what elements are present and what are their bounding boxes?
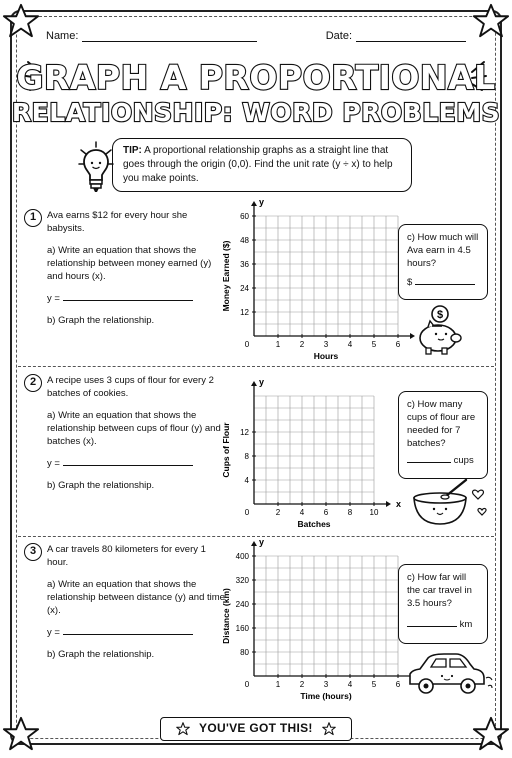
tip-box — [112, 138, 412, 192]
answer-blank[interactable] — [407, 454, 451, 463]
part-b: b) Graph the relationship. — [47, 649, 155, 660]
x-tick-label: 4 — [347, 680, 353, 689]
x-tick-label: 10 — [369, 508, 379, 517]
date-label: Date: — [325, 30, 352, 42]
answer-line[interactable] — [407, 618, 481, 631]
answer-blank[interactable] — [415, 276, 475, 285]
mixing-bowl-icon — [410, 478, 492, 528]
equation-label: y = — [47, 458, 60, 469]
name-date-row — [46, 30, 466, 42]
tip-label: TIP: — [123, 145, 142, 156]
part-a: a) Write an equation that shows the relationship between distance (y) and time (x). — [47, 579, 225, 616]
x-tick-label: 4 — [299, 508, 305, 517]
part-b: b) Graph the relationship. — [47, 480, 155, 491]
worksheet-title: GRAPH A PROPORTIONAL — [16, 58, 496, 97]
x-tick-label: 4 — [347, 340, 353, 349]
y-axis-arrow — [251, 541, 257, 546]
x-tick-label: 6 — [395, 340, 401, 349]
y-tick-label: 4 — [244, 476, 249, 485]
question-text: c) How many cups of flour are needed for 7 batches? — [407, 399, 476, 449]
x-tick-label: 3 — [323, 680, 329, 689]
lightbulb-icon — [78, 142, 114, 196]
y-tick-label: 80 — [240, 648, 249, 657]
section-divider — [18, 366, 494, 367]
coordinate-grid[interactable] — [220, 537, 405, 701]
x-axis-label: Time (hours) — [300, 691, 352, 701]
encouragement-text: YOU'VE GOT THIS! — [199, 721, 313, 735]
x-tick-label: 3 — [323, 340, 329, 349]
answer-prefix: $ — [407, 277, 413, 288]
problem-text — [47, 543, 227, 670]
name-line[interactable] — [82, 30, 257, 42]
y-tick-label: 24 — [240, 284, 249, 293]
y-axis-letter: y — [259, 197, 265, 207]
y-tick-label: 240 — [235, 600, 249, 609]
x-tick-label: 1 — [275, 340, 281, 349]
problem-number: 3 — [24, 543, 42, 561]
x-tick-label: 2 — [299, 680, 305, 689]
origin-label: 0 — [244, 680, 250, 689]
star-icon — [2, 2, 40, 40]
equation-line[interactable] — [47, 457, 227, 470]
x-axis-label: Batches — [297, 519, 331, 529]
x-tick-label: 8 — [347, 508, 353, 517]
problem-number: 1 — [24, 209, 42, 227]
x-tick-label: 6 — [395, 680, 401, 689]
problem-text — [47, 374, 227, 501]
origin-label: 0 — [244, 508, 250, 517]
y-tick-label: 60 — [240, 212, 249, 221]
date-line[interactable] — [356, 30, 466, 42]
name-label: Name: — [46, 30, 79, 42]
coordinate-grid[interactable] — [220, 372, 405, 530]
y-axis-letter: y — [259, 537, 265, 547]
date-field[interactable] — [326, 30, 466, 42]
equation-answer-line[interactable] — [63, 292, 193, 301]
y-tick-label: 320 — [235, 576, 249, 585]
question-box — [398, 391, 488, 479]
star-icon — [472, 715, 510, 753]
star-icon — [472, 2, 510, 40]
y-axis-label: Money Earned ($) — [221, 240, 231, 312]
equation-label: y = — [47, 627, 60, 638]
x-tick-label: 5 — [371, 340, 377, 349]
x-tick-label: 1 — [275, 680, 281, 689]
x-axis-label: Hours — [313, 351, 339, 361]
star-icon — [2, 715, 40, 753]
problem-statement: Ava earns $12 for every hour she babysits. — [47, 210, 188, 234]
question-text: c) How far will the car travel in 3.5 hours? — [407, 572, 472, 609]
answer-line[interactable] — [407, 276, 481, 289]
star-icon — [322, 722, 336, 736]
y-tick-label: 12 — [240, 308, 249, 317]
y-tick-label: 36 — [240, 260, 249, 269]
y-tick-label: 160 — [235, 624, 249, 633]
part-a: a) Write an equation that shows the relationship between money earned (y) and hours (x). — [47, 245, 212, 282]
question-text: c) How much will Ava earn in 4.5 hours? — [407, 232, 479, 269]
equation-label: y = — [47, 293, 60, 304]
answer-blank[interactable] — [407, 618, 457, 627]
y-axis-arrow — [251, 201, 257, 206]
problem-statement: A car travels 80 kilometers for every 1 hour. — [47, 544, 206, 568]
y-axis-label: Distance (km) — [221, 588, 231, 644]
tip-text: A proportional relationship graphs as a straight line that goes through the origin (0,0). Find the unit rate (y ÷ x) to help you make points. — [123, 145, 393, 184]
x-axis-letter: x — [396, 499, 402, 509]
star-icon — [176, 722, 190, 736]
x-axis-arrow — [386, 501, 391, 507]
encouragement-banner — [160, 717, 352, 741]
equation-line[interactable] — [47, 292, 227, 305]
question-box — [398, 224, 488, 300]
car-icon — [404, 650, 494, 698]
coin-symbol: $ — [436, 309, 444, 321]
answer-line[interactable] — [407, 454, 481, 467]
problem-statement: A recipe uses 3 cups of flour for every 2 batches of cookies. — [47, 375, 214, 399]
x-tick-label: 2 — [275, 508, 281, 517]
answer-suffix: km — [459, 619, 473, 630]
origin-label: 0 — [244, 340, 250, 349]
name-field[interactable] — [46, 30, 257, 42]
problem-number: 2 — [24, 374, 42, 392]
worksheet-subtitle: RELATIONSHIP: WORD PROBLEMS — [11, 98, 501, 127]
y-tick-label: 400 — [235, 552, 249, 561]
coordinate-grid[interactable] — [220, 197, 405, 361]
equation-line[interactable] — [47, 626, 227, 639]
part-b: b) Graph the relationship. — [47, 315, 155, 326]
equation-answer-line[interactable] — [63, 626, 193, 635]
problem-text — [47, 209, 227, 336]
piggy-bank-icon — [412, 304, 468, 356]
section-divider — [18, 536, 494, 537]
y-axis-label: Cups of Flour — [221, 422, 231, 478]
x-tick-label: 2 — [299, 340, 305, 349]
part-a: a) Write an equation that shows the relationship between cups of flour (y) and batches (x). — [47, 410, 221, 447]
equation-answer-line[interactable] — [63, 457, 193, 466]
x-tick-label: 5 — [371, 680, 377, 689]
question-box — [398, 564, 488, 644]
y-axis-letter: y — [259, 377, 265, 387]
y-tick-label: 48 — [240, 236, 249, 245]
y-tick-label: 12 — [240, 428, 249, 437]
y-tick-label: 8 — [244, 452, 249, 461]
x-tick-label: 6 — [323, 508, 329, 517]
y-axis-arrow — [251, 381, 257, 386]
answer-suffix: cups — [453, 455, 474, 466]
